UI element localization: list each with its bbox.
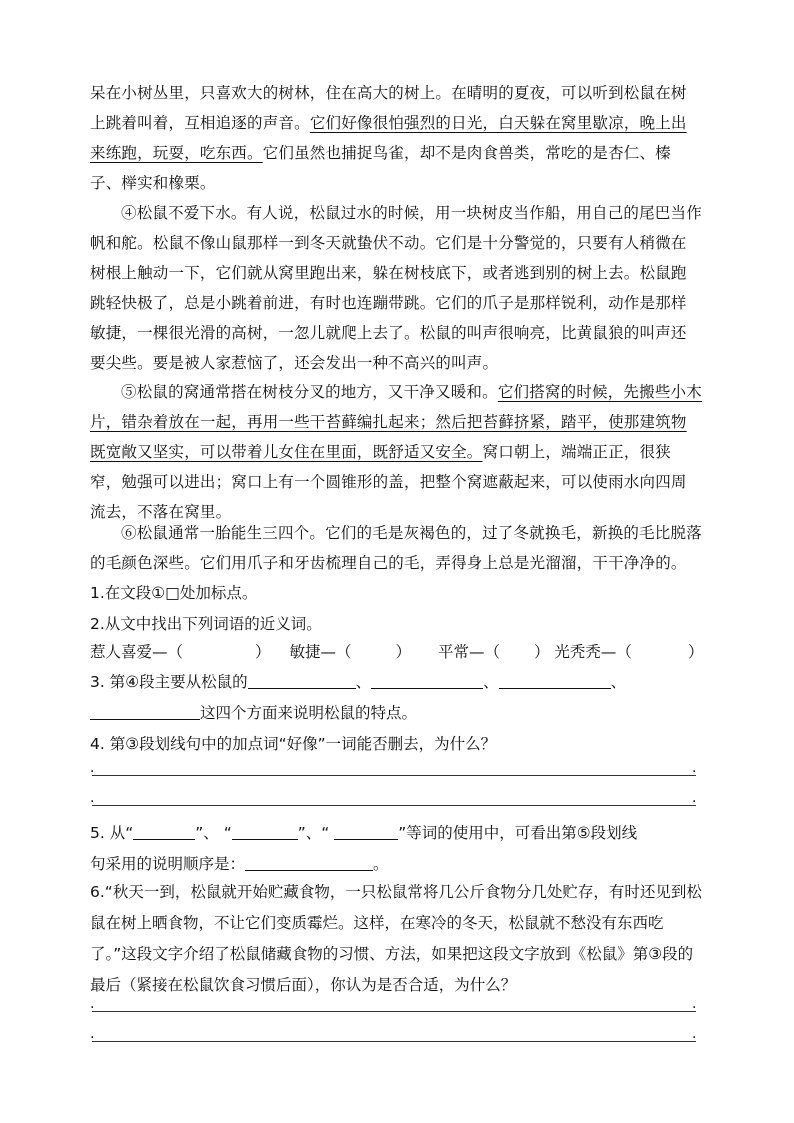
question-4: 4. 第③段划线句中的加点词“好像”一词能否删去，为什么？ [90,735,497,753]
answer-line-4a[interactable] [92,755,696,776]
answer-blank-5c[interactable] [334,821,398,840]
answer-blank-5d[interactable] [245,852,373,871]
answer-blank-5b[interactable] [232,821,298,840]
paragraph-3-continued: 呆在小树丛里，只喜欢大的树林，住在高大的树上。在晴明的夏夜，可以听到松鼠在树上跳着叫着，互相追逐的声音。它们好像很怕强烈的日光，白天躲在窝里歇凉，晚上出来练跑，玩耍，吃东西。它们虽然也捕捉鸟雀，却不是肉食兽类，常吃的是杏仁、榛子、榉实和橡栗。 [90,84,687,192]
paragraph-6: ⑥松鼠通常一胎能生三四个。它们的毛是灰褐色的，过了冬就换毛，新换的毛比脱落的毛颜色深些。它们用爪子和牙齿梳理自己的毛，弄得身上总是光溜溜，干干净净的。 [90,524,702,572]
question-5: 5. 从“ ”、 “ ”、“ ”等词的使用中，可看出第⑤段划线 [90,818,702,849]
answer-blank-5a[interactable] [133,821,195,840]
answer-blank-3d[interactable] [90,701,200,720]
answer-line-6b[interactable] [92,1021,696,1042]
question-2-synonyms: 惹人喜爱—（ ） 敏捷—（ ） 平常—（ ） 光秃秃—（ ） [90,643,704,661]
question-3: 3. 第④段主要从松鼠的 、 、 、 [90,667,702,698]
answer-blank-3b[interactable] [371,670,483,689]
paragraph-4: ④松鼠不爱下水。有人说，松鼠过水的时候，用一块树皮当作船，用自己的尾巴当作帆和舵。松鼠不像山鼠那样一到冬天就蛰伏不动。它们是十分警觉的，只要有人稍微在树根上触动一下，它们就从窝里跑出来，躲在树枝底下，或者逃到别的树上去。松鼠跑跳轻快极了，总是小跳着前进，有时也连蹦带跳。它们的爪子是那样锐利，动作是那样敏捷，一棵很光滑的高树，一忽儿就爬上去了。松鼠的叫声很响亮，比黄鼠狼的叫声还要尖些。要是被人家惹恼了，还会发出一种不高兴的叫声。 [90,204,702,372]
question-5-continued: 句采用的说明顺序是： 。 [90,849,702,880]
question-2: 2.从文中找出下列词语的近义词。 [90,615,322,633]
underlined-sentence-p5: 它们搭窝的时候，先搬些小木片，错杂着放在一起，再用一些干苔藓编扎起来；然后把苔藓挤紧，踏平，使那建筑物既宽敞又坚实，可以带着儿女住在里面，既舒适又安全。 [90,383,702,461]
answer-blank-3a[interactable] [248,670,356,689]
question-6: 6.“秋天一到，松鼠就开始贮藏食物，一只松鼠常将几公斤食物分几处贮存，有时还见到松鼠在树上晒食物，不让它们变质霉烂。这样，在寒冷的冬天，松鼠就不愁没有东西吃了。”这段文字介绍了松鼠储藏食物的习惯、方法，如果把这段文字放到《松鼠》第③段的最后（紧接在松鼠饮食习惯后面），你认为是否合适，为什么？ [90,883,702,994]
underlined-sentence-p3: 它们好像很怕强烈的日光，白天躲在窝里歇凉，晚上出来练跑，玩耍，吃东西。 [90,114,687,162]
paragraph-5: ⑤松鼠的窝通常搭在树枝分叉的地方，又干净又暖和。它们搭窝的时候，先搬些小木片，错杂着放在一起，再用一些干苔藓编扎起来；然后把苔藓挤紧，踏平，使那建筑物既宽敞又坚实，可以带着儿女住在里面，既舒适又安全。窝口朝上，端端正正，很狭窄，勉强可以进出；窝口上有一个圆锥形的盖，把整个窝遮蔽起来，可以使雨水向四周流去，不落在窝里。 [90,383,702,521]
worksheet-page: 呆在小树丛里，只喜欢大的树林，住在高大的树上。在晴明的夏夜，可以听到松鼠在树上跳着叫着，互相追逐的声音。它们好像很怕强烈的日光，白天躲在窝里歇凉，晚上出来练跑，玩耍，吃东西。它们虽然也捕捉鸟雀，却不是肉食兽类，常吃的是杏仁、榛子、榉实和橡栗。 ④松鼠不爱下水。有人说，松鼠过水的时候，用一块树皮当作船，用自己的尾巴当作帆和舵。松鼠不像山鼠那样一到冬天就蛰伏不动。它们是十分警觉的，只要有人稍微在树根上触动一下，它们就从窝里跑出来，躲在树枝底下，或者逃到别的树上去。松鼠跑跳轻快极了，总是小跳着前进，有时也连蹦带跳。它们的爪子是那样锐利，动作是那样敏捷，一棵很光滑的高树，一忽儿就爬上去了。松鼠的叫声很响亮，比黄鼠狼的叫声还要尖些。要是被人家惹恼了，还会发出一种不高兴的叫声。 ⑤松鼠的窝通常搭在树枝分叉的地方，又干净又暖和。它们搭窝的时候，先搬些小木片，错杂着放在一起，再用一些干苔藓编扎起来；然后把苔藓挤紧，踏平，使那建筑物既宽敞又坚实，可以带着儿女住在里面，既舒适又安全。窝口朝上，端端正正，很狭窄，勉强可以进出；窝口上有一个圆锥形的盖，把整个窝遮蔽起来，可以使雨水向四周流去，不落在窝里。 ⑥松鼠通常一胎能生三四个。它们的毛是灰褐色的，过了冬就换毛，新换的毛比脱落的毛颜色深些。它们用爪子和牙齿梳理自己的毛，弄得身上总是光溜溜，干干净净的。 1.在文段①□处加标点。 2.从文中找出下列词语的近义词。 惹人喜爱—（ ） 敏捷—（ ） 平常—（ ） 光秃秃—（ ） 3. 第④段主要从松鼠的 、 、 、 这四个方面来说明松鼠的特点。 4. 第③段划线句中的加点词“好像”一词能否删去，为什么？ . . . . 5. 从“ ”、 “ ”、“ ”等词的使用中，可看出第⑤段划线 句采用的说明顺序是： 。 6.“秋天一到，松鼠就开始贮藏食物，一只松鼠常将几公斤食物分几处贮存，有时还见到松鼠在树上晒食物，不让它们变质霉烂。这样，在寒冷的冬天，松鼠就不愁没有东西吃了。”这段文字介绍了松鼠储藏食物的习惯、方法，如果把这段文字放到《松鼠》第③段的最后（紧接在松鼠饮食习惯后面），你认为是否合适，为什么？ . . . . [0,0,794,1123]
answer-blank-3c[interactable] [499,670,611,689]
answer-line-4b[interactable] [92,785,696,806]
question-3-continued: 这四个方面来说明松鼠的特点。 [90,698,702,729]
question-1: 1.在文段①□处加标点。 [90,584,258,602]
answer-line-6a[interactable] [92,991,696,1012]
